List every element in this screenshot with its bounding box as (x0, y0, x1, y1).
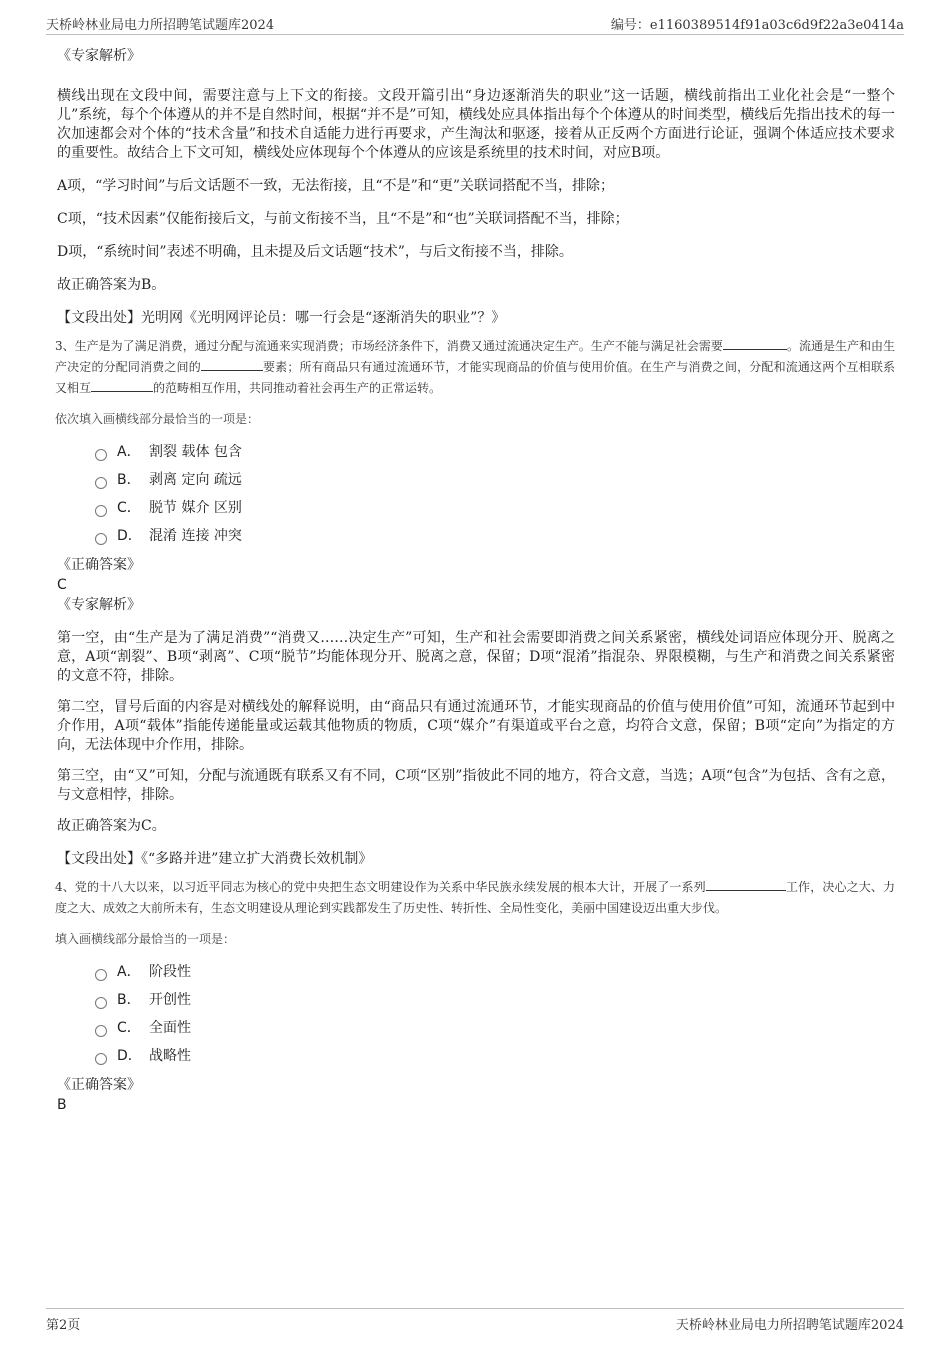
q3-analysis-paragraph: 第三空，由“又”可知，分配与流通既有联系又有不同，C项“区别”指彼此不同的地方，符合文意，当选；A项“包含”为包括、含有之意，与文意相悖，排除。 (57, 768, 895, 803)
q3-analysis-paragraph: 第二空，冒号后面的内容是对横线处的解释说明，由“商品只有通过流通环节，才能实现商品的价值与使用价值”可知，流通环节起到中介作用，A项“载体”指能传递能量或运载其他物质的物质，C项“媒介”有渠道或平台之意，均符合文意，保留；B项“定向”为指定的方向，无法体现中介作用，排除。 (57, 699, 895, 753)
q3-analysis-label: 《专家解析》 (57, 597, 141, 613)
q2-analysis-label: 《专家解析》 (57, 48, 141, 64)
q2-analysis-paragraph: D项，“系统时间”表述不明确，且未提及后文话题“技术”，与后文衔接不当，排除。 (57, 244, 573, 260)
option-text: 战略性 (149, 1048, 191, 1064)
q4-stem-part: 工作，决心之大、力度之大、成效之大前所未有，生态文明建设从理论到实践都发生了历史性、转折性、全局性变化，美丽中国建设迈出重大步伐。 (55, 880, 895, 915)
fill-blank (91, 379, 153, 392)
radio-icon[interactable] (95, 1025, 107, 1037)
q3-stem-part: 的范畴相互作用，共同推动着社会再生产的正常运转。 (153, 381, 442, 395)
option-letter: A． (117, 444, 141, 460)
radio-icon[interactable] (95, 969, 107, 981)
option-text: 阶段性 (149, 964, 191, 980)
q2-analysis-paragraph: A项，“学习时间”与后文话题不一致，无法衔接，且“不是”和“更”关联词搭配不当，排除； (57, 178, 615, 194)
q4-stem-part: 4、党的十八大以来，以习近平同志为核心的党中央把生态文明建设作为关系中华民族永续发展的根本大计，开展了一系列 (55, 880, 706, 894)
radio-icon[interactable] (95, 477, 107, 489)
option-text: 混淆 连接 冲突 (149, 528, 242, 544)
q3-option-d[interactable] (95, 525, 895, 553)
page-header (46, 12, 904, 35)
q2-analysis-paragraph: C项，“技术因素”仅能衔接后文，与前文衔接不当，且“不是”和“也”关联词搭配不当，排除； (57, 211, 629, 227)
fill-blank (201, 358, 263, 371)
q3-answer: C (57, 577, 67, 593)
option-letter: A． (117, 964, 141, 980)
fill-blank (723, 337, 787, 350)
radio-icon[interactable] (95, 1053, 107, 1065)
document-code: 编号：e1160389514f91a03c6d9f22a3e0414a (610, 18, 904, 33)
q3-options (95, 441, 895, 553)
option-letter: D． (117, 1048, 142, 1064)
option-letter: B． (117, 472, 141, 488)
q2-analysis-paragraph: 横线出现在文段中间，需要注意与上下文的衔接。文段开篇引出“身边逐渐消失的职业”这一话题，横线前指出工业化社会是“一整个儿”系统，每个个体遵从的并不是自然时间，根据“并不是”可知，横线处应具体指出每个个体遵从的时间类型，横线后先指出技术的每一次加速都会对个体的“技术含量”和技术自适能力进行再要求，产生淘汰和驱逐，接着从正反两个方面进行论证，强调个体适应技术要求的重要性。故结合上下文可知，横线处应体现每个个体遵从的应该是系统里的技术时间，对应B项。 (57, 88, 895, 161)
q3-stem-part: 。流通是生产和由生产决定的分配同消费之间的 (55, 339, 895, 374)
option-text: 全面性 (149, 1020, 191, 1036)
option-text: 剥离 定向 疏远 (149, 472, 242, 488)
header-title: 天桥岭林业局电力所招聘笔试题库2024 (46, 18, 275, 33)
radio-icon[interactable] (95, 505, 107, 517)
q3-stem-part: 要素；所有商品只有通过流通环节，才能实现商品的价值与使用价值。在生产与消费之间，分配和流通这两个互相联系又相互 (55, 360, 895, 395)
q4-options (95, 961, 895, 1073)
q2-analysis-paragraph: 故正确答案为B。 (57, 277, 166, 293)
q4-option-a[interactable] (95, 961, 895, 989)
q3-option-c[interactable] (95, 497, 895, 525)
radio-icon[interactable] (95, 449, 107, 461)
option-text: 脱节 媒介 区别 (149, 500, 242, 516)
q2-source: 【文段出处】光明网《光明网评论员：哪一行会是“逐渐消失的职业”？》 (57, 310, 506, 326)
option-letter: D． (117, 528, 142, 544)
q4-option-c[interactable] (95, 1017, 895, 1045)
option-text: 割裂 载体 包含 (149, 444, 242, 460)
radio-icon[interactable] (95, 997, 107, 1009)
q4-option-d[interactable] (95, 1045, 895, 1073)
option-letter: C． (117, 500, 141, 516)
radio-icon[interactable] (95, 533, 107, 545)
q4-option-b[interactable] (95, 989, 895, 1017)
q3-answer-label: 《正确答案》 (57, 557, 141, 573)
page-number: 第2页 (46, 1318, 81, 1333)
q3-instruction: 依次填入画横线部分最恰当的一项是： (55, 412, 260, 426)
q3-stem (55, 336, 895, 399)
fill-blank (706, 878, 786, 891)
page-footer (46, 1308, 904, 1331)
q4-answer: B (57, 1097, 67, 1113)
option-letter: B． (117, 992, 141, 1008)
q3-analysis-paragraph: 第一空，由“生产是为了满足消费”“消费又……决定生产”可知，生产和社会需要即消费之间关系紧密，横线处词语应体现分开、脱离之意，A项“割裂”、B项“剥离”、C项“脱节”均能体现分开、脱离之意，保留；D项“混淆”指混杂、界限模糊，与生产和消费之间关系紧密的文意不符，排除。 (57, 630, 895, 684)
page-content (57, 38, 895, 1115)
q3-stem-part: 3、生产是为了满足消费，通过分配与流通来实现消费；市场经济条件下，消费又通过流通决定生产。生产不能与满足社会需要 (55, 339, 723, 353)
q4-instruction: 填入画横线部分最恰当的一项是： (55, 932, 236, 946)
q3-option-a[interactable] (95, 441, 895, 469)
q4-stem (55, 877, 895, 919)
option-letter: C． (117, 1020, 141, 1036)
q3-analysis-paragraph: 故正确答案为C。 (57, 818, 166, 834)
q3-source: 【文段出处】《“多路并进”建立扩大消费长效机制》 (57, 851, 373, 867)
q3-option-b[interactable] (95, 469, 895, 497)
footer-title: 天桥岭林业局电力所招聘笔试题库2024 (675, 1318, 904, 1333)
option-text: 开创性 (149, 992, 191, 1008)
q4-answer-label: 《正确答案》 (57, 1077, 141, 1093)
